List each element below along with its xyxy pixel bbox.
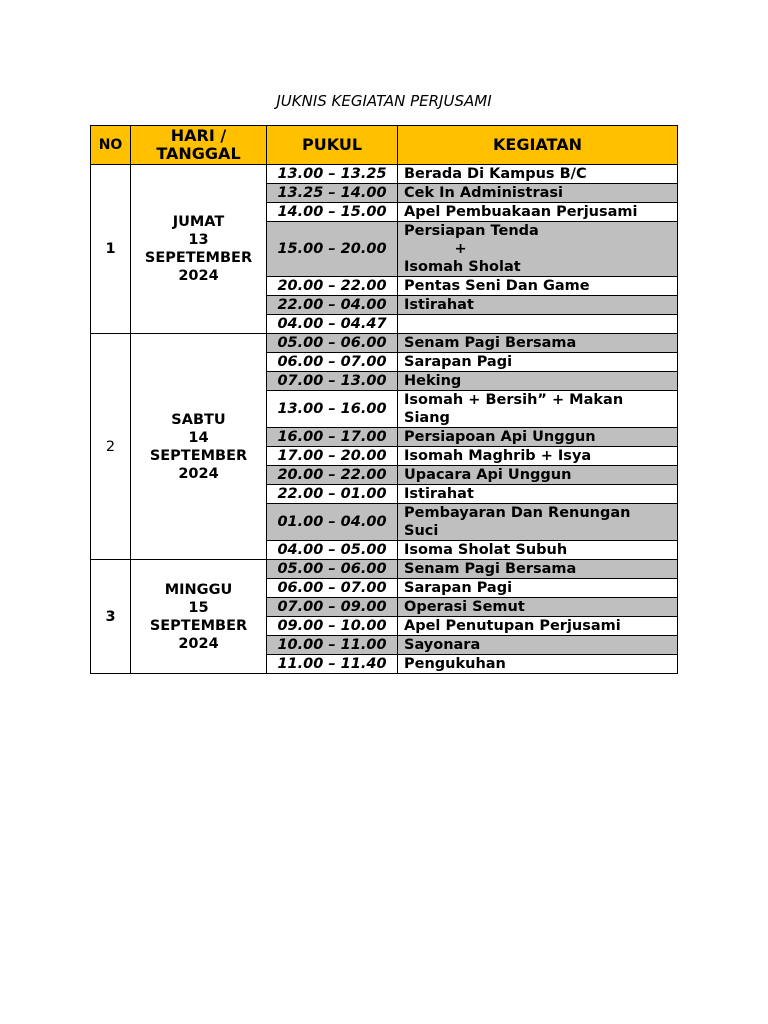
activity — [398, 541, 678, 560]
day-date — [131, 334, 267, 560]
day-date-line: SABTU — [171, 411, 226, 428]
activity-line: Senam Pagi Bersama — [404, 335, 577, 351]
time-range: 22.00 – 04.00 — [267, 296, 398, 315]
time-range: 04.00 – 04.47 — [267, 315, 398, 334]
activity-line: Apel Penutupan Perjusami — [404, 618, 621, 634]
activity-line: Isomah + Bersih” + Makan — [404, 392, 624, 408]
activity — [398, 655, 678, 674]
time-range: 07.00 – 09.00 — [267, 598, 398, 617]
time-range: 13.25 – 14.00 — [267, 184, 398, 203]
activity-line — [404, 315, 677, 333]
activity — [398, 617, 678, 636]
activity-line: + — [404, 241, 467, 257]
time-range: 07.00 – 13.00 — [267, 372, 398, 391]
activity-line: Sarapan Pagi — [404, 354, 513, 370]
activity — [398, 598, 678, 617]
day-date-line: SEPTEMBER — [149, 617, 248, 634]
activity-line: Heking — [404, 373, 462, 389]
activity-line: Cek In Administrasi — [404, 185, 564, 201]
time-range: 04.00 – 05.00 — [267, 541, 398, 560]
day-date-line: 2024 — [178, 635, 219, 652]
time-range: 06.00 – 07.00 — [267, 353, 398, 372]
time-range: 09.00 – 10.00 — [267, 617, 398, 636]
activity-line: Upacara Api Unggun — [404, 467, 572, 483]
header-time: PUKUL — [267, 126, 398, 165]
day-number: 3 — [91, 560, 131, 674]
day-number: 2 — [91, 334, 131, 560]
schedule-row — [91, 334, 678, 353]
activity — [398, 203, 678, 222]
time-range: 10.00 – 11.00 — [267, 636, 398, 655]
activity-line: Pengukuhan — [404, 656, 506, 672]
day-date-line: MINGGU — [164, 581, 233, 598]
activity-line: Apel Pembuakaan Perjusami — [404, 204, 638, 220]
activity — [398, 222, 678, 277]
day-date-line: SEPETEMBER — [144, 250, 253, 266]
time-range: 13.00 – 13.25 — [267, 165, 398, 184]
activity — [398, 466, 678, 485]
day-date-line: 14 — [188, 429, 209, 446]
time-range: 06.00 – 07.00 — [267, 579, 398, 598]
activity — [398, 184, 678, 203]
day-number: 1 — [91, 165, 131, 334]
activity-line: Operasi Semut — [404, 599, 525, 615]
activity-line: Isoma Sholat Subuh — [404, 542, 568, 558]
activity-line: Persiapan Tenda — [404, 223, 539, 239]
day-date — [131, 560, 267, 674]
time-range: 14.00 – 15.00 — [267, 203, 398, 222]
time-range: 16.00 – 17.00 — [267, 428, 398, 447]
time-range: 05.00 – 06.00 — [267, 560, 398, 579]
schedule-row — [91, 165, 678, 184]
day-date-line: 2024 — [178, 465, 219, 482]
time-range: 11.00 – 11.40 — [267, 655, 398, 674]
day-date — [131, 165, 267, 334]
activity — [398, 504, 678, 541]
document-title: JUKNIS KEGIATAN PERJUSAMI — [276, 92, 492, 110]
time-range: 22.00 – 01.00 — [267, 485, 398, 504]
activity — [398, 353, 678, 372]
activity — [398, 560, 678, 579]
activity-line: Persiapoan Api Unggun — [404, 429, 596, 445]
time-range: 15.00 – 20.00 — [267, 222, 398, 277]
day-date-line: SEPTEMBER — [149, 447, 248, 464]
activity — [398, 165, 678, 184]
activity-line: Senam Pagi Bersama — [404, 561, 577, 577]
activity — [398, 485, 678, 504]
activity — [398, 636, 678, 655]
time-range: 17.00 – 20.00 — [267, 447, 398, 466]
activity — [398, 277, 678, 296]
schedule-table — [90, 125, 678, 674]
activity — [398, 334, 678, 353]
day-date-line: 2024 — [178, 268, 219, 284]
time-range: 20.00 – 22.00 — [267, 277, 398, 296]
activity-line: Isomah Sholat — [404, 259, 521, 275]
activity-line: Istirahat — [404, 486, 474, 502]
activity — [398, 391, 678, 428]
day-date-line: JUMAT — [172, 214, 225, 230]
activity-line: Sarapan Pagi — [404, 580, 513, 596]
header-day-date: HARI / TANGGAL — [131, 126, 267, 165]
activity-line: Suci — [404, 523, 439, 539]
time-range: 01.00 – 04.00 — [267, 504, 398, 541]
activity — [398, 315, 678, 334]
time-range: 13.00 – 16.00 — [267, 391, 398, 428]
activity — [398, 447, 678, 466]
schedule-row — [91, 560, 678, 579]
time-range: 05.00 – 06.00 — [267, 334, 398, 353]
time-range: 20.00 – 22.00 — [267, 466, 398, 485]
header-no: NO — [91, 126, 131, 165]
activity — [398, 296, 678, 315]
activity-line: Pembayaran Dan Renungan — [404, 505, 631, 521]
header-row — [91, 126, 678, 165]
activity-line: Berada Di Kampus B/C — [404, 166, 587, 182]
activity-line: Siang — [404, 410, 450, 426]
day-date-line: 13 — [188, 232, 209, 248]
activity — [398, 579, 678, 598]
day-date-line: 15 — [188, 599, 209, 616]
header-activity: KEGIATAN — [398, 126, 678, 165]
activity-line: Istirahat — [404, 297, 474, 313]
activity-line: Sayonara — [404, 637, 481, 653]
schedule-body — [91, 165, 678, 674]
activity — [398, 372, 678, 391]
activity — [398, 428, 678, 447]
activity-line: Pentas Seni Dan Game — [404, 278, 590, 294]
activity-line: Isomah Maghrib + Isya — [404, 448, 592, 464]
